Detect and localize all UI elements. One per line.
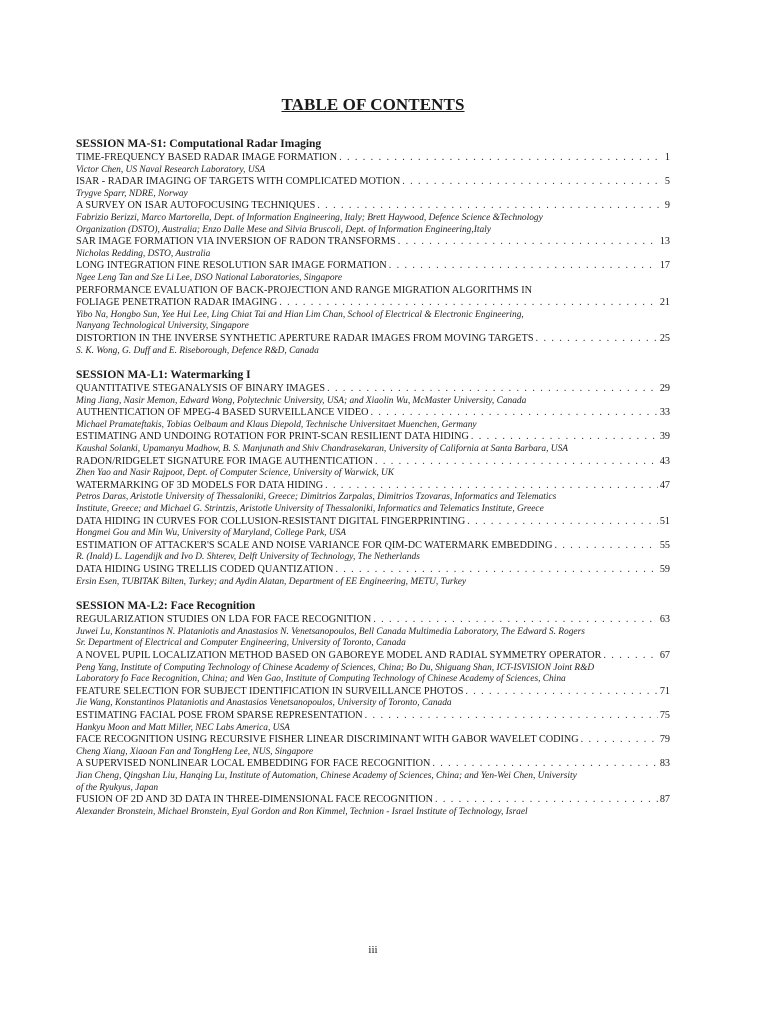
dot-leader <box>389 260 658 273</box>
entry-title-line <box>76 176 670 189</box>
entry-page-number: 43 <box>659 455 670 467</box>
dot-leader <box>365 710 658 723</box>
entry-title: FOLIAGE PENETRATION RADAR IMAGING <box>76 297 278 309</box>
entry-authors: Nanyang Technological University, Singapore <box>76 321 249 332</box>
entry-authors: Institute, Greece; and Michael G. Strintzis, Aristotle University of Thessaloniki, Informatics and Telematics Institute, Greece <box>76 504 544 515</box>
entry-title: FEATURE SELECTION FOR SUBJECT IDENTIFICATION IN SURVEILLANCE PHOTOS <box>76 685 464 697</box>
entry-page-number: 29 <box>659 383 670 395</box>
toc-entry[interactable] <box>76 710 670 734</box>
entry-title: ISAR - RADAR IMAGING OF TARGETS WITH COMPLICATED MOTION <box>76 176 401 188</box>
entry-title: ESTIMATING AND UNDOING ROTATION FOR PRINT-SCAN RESILIENT DATA HIDING <box>76 431 469 443</box>
entry-title: DISTORTION IN THE INVERSE SYNTHETIC APERTURE RADAR IMAGES FROM MOVING TARGETS <box>76 332 534 344</box>
entry-page-number: 25 <box>659 332 670 344</box>
entry-title-line <box>76 516 670 529</box>
dot-leader <box>435 794 658 807</box>
entry-title: SAR IMAGE FORMATION VIA INVERSION OF RADON TRANSFORMS <box>76 236 396 248</box>
entry-page-number: 33 <box>659 407 670 419</box>
toc-entry[interactable] <box>76 564 670 588</box>
toc-entry[interactable] <box>76 540 670 564</box>
entry-title-line <box>76 540 670 553</box>
sessions-list <box>76 137 670 829</box>
toc-page <box>76 0 670 1024</box>
toc-entry[interactable] <box>76 431 670 455</box>
entry-authors: Hongmei Gou and Min Wu, University of Maryland, College Park, USA <box>76 528 347 539</box>
toc-entry[interactable] <box>76 650 670 686</box>
entry-authors: Zhen Yao and Nasir Rajpoot, Dept. of Computer Science, University of Warwick, UK <box>76 468 395 479</box>
entry-title: A SURVEY ON ISAR AUTOFOCUSING TECHNIQUES <box>76 200 316 212</box>
entry-authors: Michael Pramateftakis, Tobias Oelbaum and Klaus Diepold, Technische Universitaet Muenchen, Germany <box>76 419 477 430</box>
toc-entry[interactable] <box>76 333 670 357</box>
dot-leader <box>317 200 663 213</box>
entry-page-number: 5 <box>664 176 670 188</box>
entry-title-line <box>76 297 670 310</box>
session-title: SESSION MA-L1: Watermarking I <box>76 369 251 382</box>
toc-entry[interactable] <box>76 758 670 794</box>
toc-entry[interactable] <box>76 614 670 650</box>
entry-title-line <box>76 614 670 627</box>
entry-authors: Ersin Esen, TUBITAK Bilten, Turkey; and Aydin Alatan, Department of EE Engineering, METU, Turkey <box>76 576 467 587</box>
entry-page-number: 75 <box>659 709 670 721</box>
entry-authors: Jian Cheng, Qingshan Liu, Hanqing Lu, Institute of Automation, Chinese Academy of Sciences, China; and Yen-Wei Chen, University <box>76 770 577 781</box>
entry-title-line <box>76 152 670 165</box>
entry-title: DATA HIDING USING TRELLIS CODED QUANTIZATION <box>76 564 334 575</box>
entry-authors: Cheng Xiang, Xiaoan Fan and TongHeng Lee, NUS, Singapore <box>76 746 314 757</box>
toc-entry[interactable] <box>76 285 670 333</box>
entry-page-number: 17 <box>659 260 670 272</box>
entry-authors: Organization (DSTO), Australia; Enzo Dalle Mese and Silvia Bruscoli, Dept. of Information Engineering,Italy <box>76 224 491 235</box>
session-title: SESSION MA-S1: Computational Radar Imaging <box>76 138 322 150</box>
entry-authors: of the Ryukyus, Japan <box>76 782 159 793</box>
entry-title-line <box>76 236 670 249</box>
toc-entry[interactable] <box>76 686 670 710</box>
entry-authors: Sr. Department of Electrical and Computer Engineering, University of Toronto, Canada <box>76 638 406 649</box>
entry-title-line <box>76 200 670 213</box>
dot-leader <box>432 758 657 771</box>
entry-authors: Petros Daras, Aristotle University of Thessaloniki, Greece; Dimitrios Zarpalas, Dimitrios Tzovaras, Informatics and Telematics <box>76 492 557 503</box>
dot-leader <box>603 650 657 663</box>
entry-title-line <box>76 480 670 493</box>
entry-title-line <box>76 794 670 807</box>
dot-leader <box>398 236 658 249</box>
entry-authors: Ming Jiang, Nasir Memon, Edward Wong, Polytechnic University, USA; and Xiaolin Wu, McMaster University, Canada <box>76 395 527 406</box>
entry-page-number: 51 <box>659 515 670 527</box>
toc-entry[interactable] <box>76 152 670 176</box>
dot-leader <box>536 333 658 346</box>
page-title: TABLE OF CONTENTS <box>281 95 465 114</box>
entry-title-line <box>76 758 670 771</box>
toc-entry[interactable] <box>76 516 670 540</box>
entry-title: DATA HIDING IN CURVES FOR COLLUSION-RESISTANT DIGITAL FINGERPRINTING <box>76 515 466 527</box>
entry-title-line <box>76 260 670 273</box>
entry-page-number: 47 <box>659 479 670 491</box>
page-number: iii <box>368 944 378 956</box>
session-section <box>76 599 670 818</box>
entry-authors: Ngee Leng Tan and Sze Li Lee, DSO National Laboratories, Singapore <box>76 272 342 283</box>
toc-entry[interactable] <box>76 260 670 284</box>
toc-entry[interactable] <box>76 200 670 236</box>
entry-title-line <box>76 333 670 346</box>
entry-title: QUANTITATIVE STEGANALYSIS OF BINARY IMAGES <box>76 383 326 395</box>
entry-title-line <box>76 650 670 663</box>
entry-authors: Victor Chen, US Naval Research Laboratory, USA <box>76 164 266 175</box>
entry-authors: Alexander Bronstein, Michael Bronstein, Eyal Gordon and Ron Kimmel, Technion - Israel Institute of Technology, Israel <box>76 806 528 817</box>
entry-title: ESTIMATING FACIAL POSE FROM SPARSE REPRESENTATION <box>76 709 363 721</box>
entry-title-line <box>76 734 670 747</box>
entry-page-number: 1 <box>664 152 670 163</box>
entry-title: RADON/RIDGELET SIGNATURE FOR IMAGE AUTHENTICATION <box>76 455 373 467</box>
entry-title: A SUPERVISED NONLINEAR LOCAL EMBEDDING FOR FACE RECOGNITION <box>76 758 431 770</box>
dot-leader <box>581 734 658 747</box>
dot-leader <box>471 431 658 444</box>
entry-authors: Peng Yang, Institute of Computing Technology of Chinese Academy of Sciences, China; Bo Du, Shiguang Shan, ICT-ISVISION Joint R&D <box>76 662 595 673</box>
entry-title: REGULARIZATION STUDIES ON LDA FOR FACE RECOGNITION <box>76 614 372 626</box>
entry-page-number: 13 <box>659 236 670 248</box>
entry-title-line <box>76 456 670 469</box>
entry-authors: S. K. Wong, G. Duff and E. Riseborough, Defence R&D, Canada <box>76 345 319 356</box>
dot-leader <box>402 176 663 189</box>
entry-authors: Hankyu Moon and Matt Miller, NEC Labs America, USA <box>76 722 290 733</box>
dot-leader <box>465 686 657 699</box>
dot-leader <box>375 456 658 469</box>
entry-title-line <box>76 686 670 699</box>
dot-leader <box>335 564 657 577</box>
entry-authors: Juwei Lu, Konstantinos N. Plataniotis and Anastasios N. Venetsanopoulos, Bell Canada Multimedia Laboratory, The Edward S. Rogers <box>76 626 585 637</box>
toc-entry[interactable] <box>76 794 670 818</box>
entry-authors: Yibo Na, Hongbo Sun, Yee Hui Lee, Ling Chiat Tai and Hian Lim Chan, School of Electrical & Electronic Engineering, <box>76 309 524 320</box>
entry-title: WATERMARKING OF 3D MODELS FOR DATA HIDING <box>76 479 324 491</box>
entry-page-number: 39 <box>659 431 670 443</box>
dot-leader <box>279 297 658 310</box>
dot-leader <box>327 383 658 396</box>
entry-authors: Nicholas Redding, DSTO, Australia <box>76 248 211 259</box>
entry-title: ESTIMATION OF ATTACKER'S SCALE AND NOISE VARIANCE FOR QIM-DC WATERMARK EMBEDDING <box>76 539 553 551</box>
session-section <box>76 368 670 588</box>
toc-entry[interactable] <box>76 383 670 407</box>
toc-entry[interactable] <box>76 456 670 480</box>
toc-entry[interactable] <box>76 176 670 200</box>
entry-page-number: 79 <box>659 734 670 746</box>
entry-authors: R. (Inald) L. Lagendijk and Ivo D. Shterev, Delft University of Technology, The Netherlands <box>76 552 420 563</box>
entry-page-number: 83 <box>659 758 670 770</box>
dot-leader <box>467 516 658 529</box>
entry-page-number: 59 <box>659 564 670 575</box>
entry-title-line <box>76 710 670 723</box>
toc-entry[interactable] <box>76 734 670 758</box>
entry-page-number: 63 <box>659 614 670 626</box>
dot-leader <box>373 614 658 627</box>
entry-authors: Fabrizio Berizzi, Marco Martorella, Dept. of Information Engineering, Italy; Brett Haywood, Defence Science &Technology <box>76 212 543 223</box>
entry-title: AUTHENTICATION OF MPEG-4 BASED SURVEILLANCE VIDEO <box>76 407 369 419</box>
entry-page-number: 67 <box>659 649 670 661</box>
dot-leader <box>370 407 657 420</box>
toc-entry[interactable] <box>76 407 670 431</box>
entry-page-number: 21 <box>659 297 670 309</box>
entry-title: LONG INTEGRATION FINE RESOLUTION SAR IMAGE FORMATION <box>76 260 387 272</box>
entry-authors: Jie Wang, Konstantinos Plataniotis and Anastasios Venetsanopoulos, University of Toronto, Canada <box>76 698 452 709</box>
dot-leader <box>339 152 663 165</box>
entry-title-line <box>76 564 670 577</box>
entry-title-line <box>76 431 670 444</box>
entry-authors: Laboratory fo Face Recognition, China; and Wen Gao, Institute of Computing Technology of Chinese Academy of Sciences, China <box>76 674 566 685</box>
entry-title: TIME-FREQUENCY BASED RADAR IMAGE FORMATION <box>76 152 338 163</box>
session-section <box>76 137 670 357</box>
dot-leader <box>325 480 658 493</box>
entry-page-number: 87 <box>659 794 670 806</box>
session-title: SESSION MA-L2: Face Recognition <box>76 600 256 613</box>
toc-entry[interactable] <box>76 236 670 260</box>
entry-title-line <box>76 407 670 420</box>
entry-title-first-line: PERFORMANCE EVALUATION OF BACK-PROJECTION AND RANGE MIGRATION ALGORITHMS IN <box>76 284 533 296</box>
entry-title: A NOVEL PUPIL LOCALIZATION METHOD BASED ON GABOREYE MODEL AND RADIAL SYMMETRY OPERATOR <box>76 649 602 661</box>
entry-authors: Kaushal Solanki, Upamanyu Madhow, B. S. Manjunath and Shiv Chandrasekaran, University of California at Santa Barbara, USA <box>76 444 568 455</box>
dot-leader <box>554 540 657 553</box>
entry-authors: Trygve Sparr, NDRE, Norway <box>76 188 188 199</box>
entry-page-number: 71 <box>659 685 670 697</box>
entry-page-number: 9 <box>664 200 670 212</box>
entry-page-number: 55 <box>659 539 670 551</box>
entry-title: FUSION OF 2D AND 3D DATA IN THREE-DIMENSIONAL FACE RECOGNITION <box>76 794 433 806</box>
entry-title-line <box>76 383 670 396</box>
entry-title: FACE RECOGNITION USING RECURSIVE FISHER LINEAR DISCRIMINANT WITH GABOR WAVELET CODING <box>76 734 579 746</box>
toc-entry[interactable] <box>76 480 670 516</box>
